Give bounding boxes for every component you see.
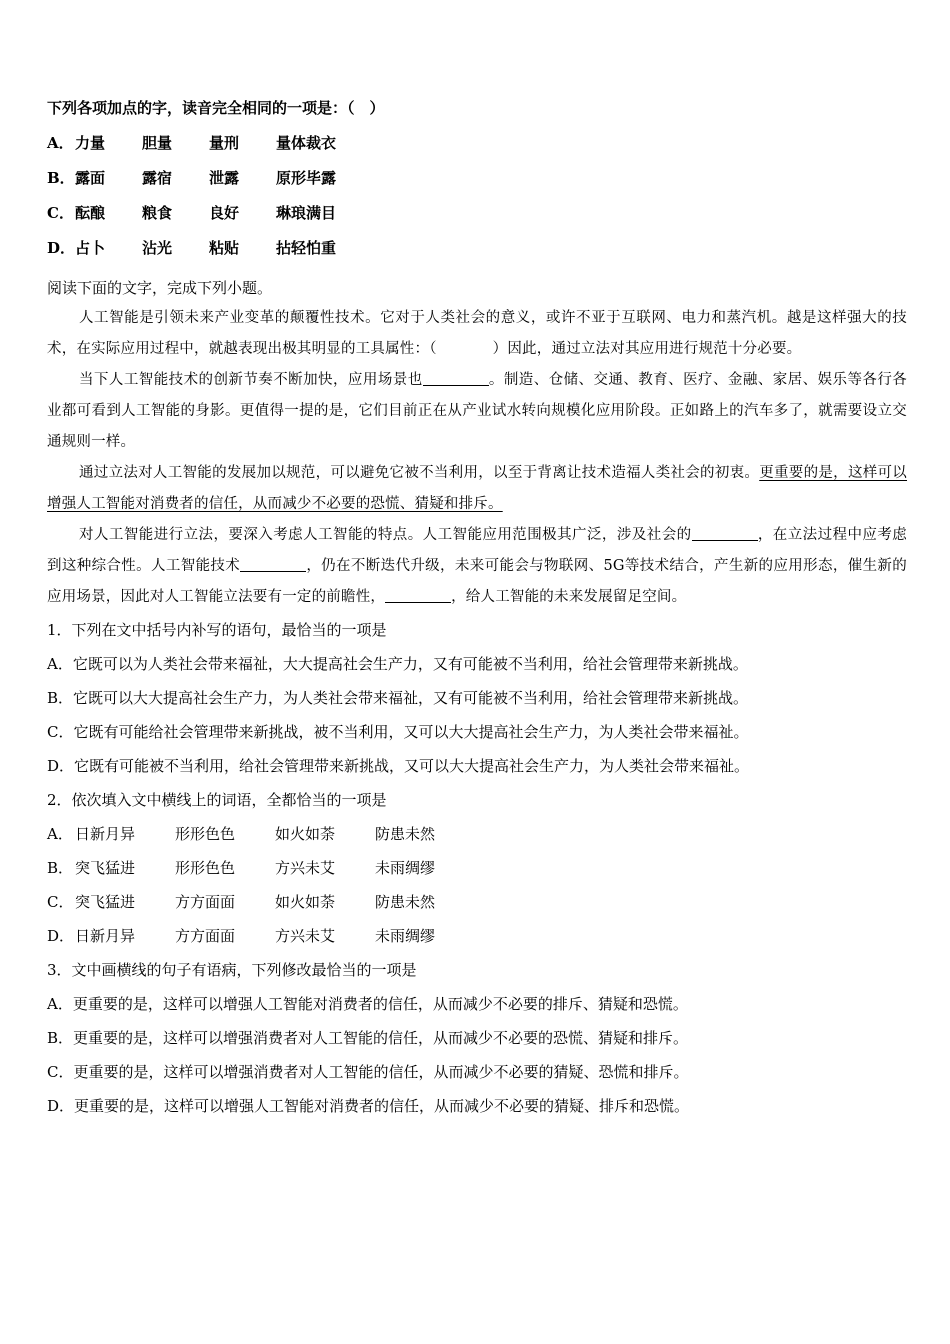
question-3-option-b[interactable]: B．更重要的是，这样可以增强消费者对人工智能的信任，从而减少不必要的恐慌、猜疑和排斥。	[47, 1029, 689, 1047]
option-word: 粮食	[142, 204, 173, 222]
passage-text: 人工智能是引领未来产业变革的颠覆性技术。它对于人类社会的意义，或许不亚于互联网、电力和蒸汽机。越是这样强大的技术，在实际应用过程中，就越表现出极其明显的工具属性：（	[47, 310, 907, 357]
option-word: 原形毕露	[276, 169, 337, 187]
question-1-option-d[interactable]: D．它既有可能被不当利用，给社会管理带来新挑战，又可以大大提高社会生产力，为人类社会带来福祉。	[47, 757, 750, 775]
passage-paragraph-4	[47, 520, 907, 613]
option-letter: A．	[47, 134, 74, 152]
question-2-option-c[interactable]	[47, 885, 907, 919]
reading-passage	[47, 303, 907, 613]
pronunciation-option-c[interactable]	[47, 196, 907, 231]
passage-text: 通过立法对人工智能的发展加以规范，可以避免它被不当利用，以至于背离让技术造福人类社会的初衷。	[79, 465, 760, 481]
question-3-option-d[interactable]: D．更重要的是，这样可以增强人工智能对消费者的信任，从而减少不必要的猜疑、排斥和恐慌。	[47, 1097, 690, 1115]
option-letter: D．	[47, 927, 75, 945]
option-word: 泄露	[209, 169, 240, 187]
option-word: 如火如荼	[275, 893, 336, 911]
passage-text: 当下人工智能技术的创新节奏不断加快，应用场景也	[79, 372, 423, 388]
passage-text: 对人工智能进行立法，要深入考虑人工智能的特点。人工智能应用范围极其广泛，涉及社会的	[79, 527, 692, 543]
question-3-option-c[interactable]: C．更重要的是，这样可以增强消费者对人工智能的信任，从而减少不必要的猜疑、恐慌和排斥。	[47, 1063, 689, 1081]
fill-blank	[240, 557, 306, 572]
question-1-option-c[interactable]: C．它既有可能给社会管理带来新挑战，被不当利用，又可以大大提高社会生产力，为人类社会带来福祉。	[47, 723, 749, 741]
passage-text: ，给人工智能的未来发展留足空间。	[451, 589, 687, 605]
question-2-option-b[interactable]	[47, 851, 907, 885]
option-word: 突飞猛进	[75, 893, 136, 911]
option-word: 形形色色	[175, 825, 236, 843]
option-word: 胆量	[142, 134, 173, 152]
option-word: 量体裁衣	[276, 134, 337, 152]
option-word: 拈轻怕重	[276, 239, 337, 257]
option-word: 日新月异	[75, 825, 136, 843]
fill-blank	[423, 371, 489, 386]
reading-intro: 阅读下面的文字，完成下列小题。	[47, 279, 273, 297]
pronunciation-question-stem: 下列各项加点的字，读音完全相同的一项是：（ ）	[47, 99, 385, 117]
question-1-option-b[interactable]: B．它既可以大大提高社会生产力，为人类社会带来福祉，又有可能被不当利用，给社会管理带来新挑战。	[47, 689, 749, 707]
passage-text: ，仍在不断迭代升级，未来可能会与物联网、5G等技术结合，产生新的应用形态，催生新的应用场景，因此对人工智能立法要有一定的前瞻性，	[47, 558, 907, 605]
question-2-option-a[interactable]	[47, 817, 907, 851]
option-word: 琳琅满目	[276, 204, 337, 222]
option-word: 日新月异	[75, 927, 136, 945]
question-2-option-d[interactable]	[47, 919, 907, 953]
option-word: 露面	[75, 169, 106, 187]
underlined-sentence: 更重要的是，这样可以增强人工智能对消费者的信任，从而减少不必要的恐慌、猜疑和排斥。	[47, 465, 908, 512]
question-3-stem: 3．文中画横线的句子有语病，下列修改最恰当的一项是	[47, 961, 417, 979]
option-word: 防患未然	[375, 893, 436, 911]
option-letter: B．	[47, 859, 74, 877]
option-word: 防患未然	[375, 825, 436, 843]
option-word: 如火如荼	[275, 825, 336, 843]
option-word: 酝酿	[75, 204, 106, 222]
option-word: 突飞猛进	[75, 859, 136, 877]
passage-paragraph-1	[47, 303, 907, 365]
question-1-option-a[interactable]: A．它既可以为人类社会带来福祉，大大提高社会生产力，又有可能被不当利用，给社会管理带来新挑战。	[47, 655, 748, 673]
option-word: 方方面面	[175, 927, 236, 945]
question-1-stem: 1．下列在文中括号内补写的语句，最恰当的一项是	[47, 621, 387, 639]
option-word: 占卜	[75, 239, 106, 257]
option-word: 未雨绸缪	[375, 859, 436, 877]
passage-text: ，在立法过程中应考虑到这种综合性。人工智能技术	[47, 527, 908, 574]
option-word: 量刑	[209, 134, 240, 152]
option-word: 方兴未艾	[275, 927, 336, 945]
option-word: 未雨绸缪	[375, 927, 436, 945]
question-3-option-a[interactable]: A．更重要的是，这样可以增强人工智能对消费者的信任，从而减少不必要的排斥、猜疑和恐慌。	[47, 995, 688, 1013]
option-letter: D．	[47, 239, 76, 257]
option-word: 力量	[75, 134, 106, 152]
question-2-stem: 2．依次填入文中横线上的词语，全都恰当的一项是	[47, 791, 387, 809]
option-word: 方方面面	[175, 893, 236, 911]
passage-paragraph-2	[47, 365, 907, 458]
option-word: 良好	[209, 204, 240, 222]
option-word: 方兴未艾	[275, 859, 336, 877]
exam-page	[47, 98, 907, 1123]
pronunciation-option-b[interactable]	[47, 161, 907, 196]
fill-blank	[385, 588, 451, 603]
passage-text: ）因此，通过立法对其应用进行规范十分必要。	[492, 341, 802, 357]
fill-blank	[692, 526, 758, 541]
option-word: 露宿	[142, 169, 173, 187]
option-word: 形形色色	[175, 859, 236, 877]
pronunciation-option-a[interactable]	[47, 126, 907, 161]
option-letter: B．	[47, 169, 75, 187]
option-letter: A．	[47, 825, 73, 843]
option-word: 沾光	[142, 239, 173, 257]
option-letter: C．	[47, 893, 74, 911]
option-word: 粘贴	[209, 239, 240, 257]
passage-text: 。制造、仓储、交通、教育、医疗、金融、家居、娱乐等各行各业都可看到人工智能的身影。更值得一提的是，它们目前正在从产业试水转向规模化应用阶段。正如路上的汽车多了，就需要设立交通规则一样。	[47, 372, 907, 450]
pronunciation-option-d[interactable]	[47, 231, 907, 266]
passage-paragraph-3	[47, 458, 907, 520]
option-letter: C．	[47, 204, 74, 222]
